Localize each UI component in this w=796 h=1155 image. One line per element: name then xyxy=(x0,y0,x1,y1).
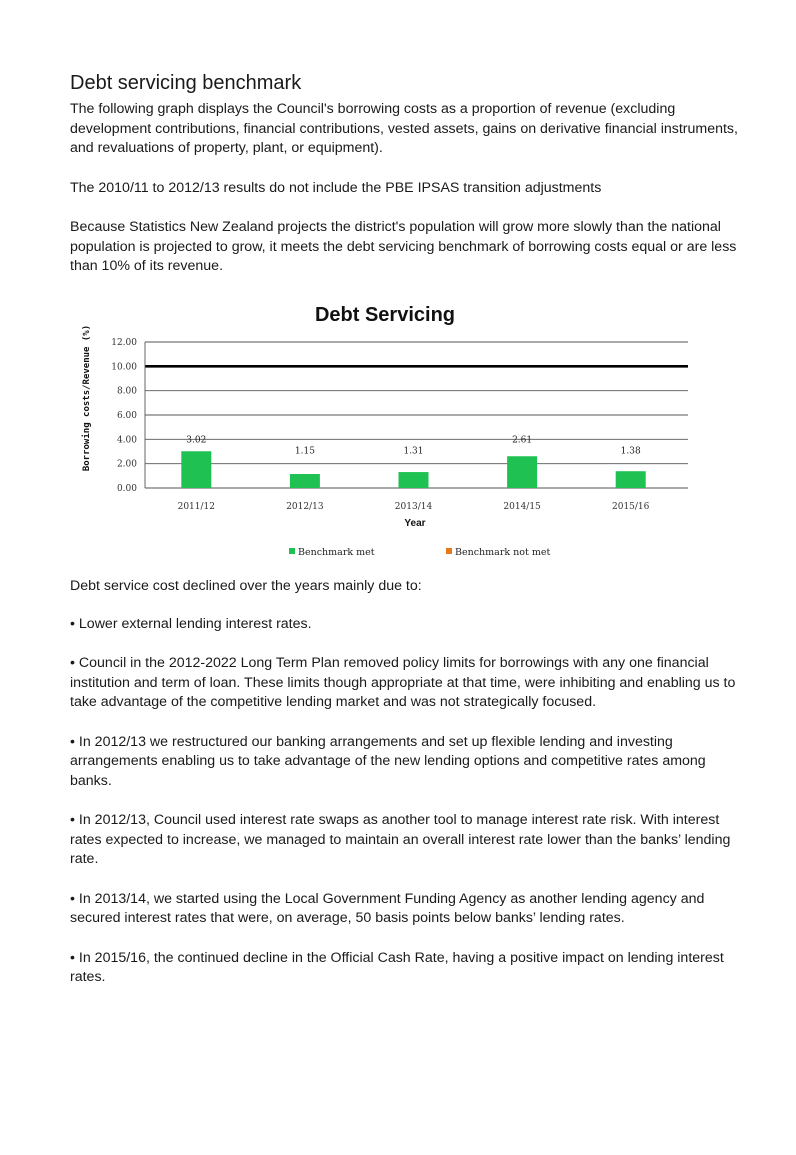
bar-2015-16 xyxy=(616,471,646,488)
chart-gridlines xyxy=(145,342,688,488)
bullet-item: • In 2013/14, we started using the Local Government Funding Agency as another lending agency and secured interest rates that were, on average, 50 basis points below banks’ lending rates. xyxy=(70,890,705,926)
bar-2013-14 xyxy=(399,472,429,488)
x-tick-label: 2013/14 xyxy=(394,502,433,512)
data-labels xyxy=(186,435,641,456)
x-tick-label: 2014/15 xyxy=(503,502,541,512)
intro-paragraph: Because Statistics New Zealand projects the district's population will grow more slowly than the national population is projected to grow, it meets the debt servicing benchmark of borrowing costs equal or are less than 10% of its revenue. xyxy=(70,219,737,274)
chart-title: Debt Servicing xyxy=(314,304,456,326)
y-tick-label: 2.00 xyxy=(116,459,137,470)
y-tick-label: 10.00 xyxy=(111,362,137,373)
data-label: 1.38 xyxy=(620,446,641,457)
section-lead: Debt service cost declined over the years mainly due to: xyxy=(70,578,422,594)
y-tick-label: 0.00 xyxy=(116,484,137,494)
bullet-item: • In 2012/13 we restructured our banking arrangements and set up flexible lending and investing arrangements enabling us to take advantage of the new lending options and competitive rates among banks. xyxy=(70,733,706,789)
page-title: Debt servicing benchmark xyxy=(70,72,302,94)
x-tick-label: 2011/12 xyxy=(177,502,215,512)
x-tick-label: 2012/13 xyxy=(286,502,324,512)
y-tick-label: 6.00 xyxy=(116,411,137,421)
data-label: 1.15 xyxy=(294,446,315,457)
bullet-item: • Lower external lending interest rates. xyxy=(70,615,312,632)
y-axis-title: Borrowing costs/Revenue (%) xyxy=(82,324,92,472)
chart-svg xyxy=(70,292,710,572)
intro-paragraph: The 2010/11 to 2012/13 results do not include the PBE IPSAS transition adjustments xyxy=(70,179,602,196)
bullet-item: • Council in the 2012-2022 Long Term Plan removed policy limits for borrowings with any one financial institution and term of loan. These limits though appropriate at that time, were inhibiting and enabling us to take advantage of the competitive lending market and was not strategically focused. xyxy=(70,655,736,710)
explanation-section xyxy=(70,577,740,1008)
x-tick-label: 2015/16 xyxy=(612,502,650,512)
y-tick-label: 4.00 xyxy=(116,435,137,446)
bar-2014-15 xyxy=(507,456,537,488)
intro-paragraph: The following graph displays the Council's borrowing costs as a proportion of revenue (excluding development contributions, financial contributions, vested assets, gains on derivative financial instruments, and revaluations of property, plant, or equipment). xyxy=(70,101,738,156)
data-label: 2.61 xyxy=(512,435,533,446)
data-label: 1.31 xyxy=(403,446,424,457)
x-axis-ticks xyxy=(178,502,650,512)
bullet-item: • In 2015/16, the continued decline in the Official Cash Rate, having a positive impact on lending interest rates. xyxy=(70,949,724,985)
legend-swatch-met xyxy=(289,548,295,554)
bar-2011-12 xyxy=(181,451,211,488)
debt-servicing-chart xyxy=(70,292,710,572)
y-tick-label: 8.00 xyxy=(116,386,137,397)
chart-bars xyxy=(181,451,645,488)
x-axis-title: Year xyxy=(404,518,426,529)
chart-legend xyxy=(289,547,550,558)
data-label: 3.02 xyxy=(186,435,207,446)
document-page xyxy=(70,70,740,277)
bullet-item: • In 2012/13, Council used interest rate swaps as another tool to manage interest rate risk. With interest rates expected to increase, we managed to maintain an overall interest rate lower than the banks’ lending rate. xyxy=(70,812,731,867)
legend-label-met: Benchmark met xyxy=(298,547,375,558)
y-axis-ticks xyxy=(111,338,137,494)
bar-2012-13 xyxy=(290,474,320,488)
y-tick-label: 12.00 xyxy=(111,338,137,348)
legend-label-not-met: Benchmark not met xyxy=(455,547,551,558)
legend-swatch-not-met xyxy=(446,548,452,554)
